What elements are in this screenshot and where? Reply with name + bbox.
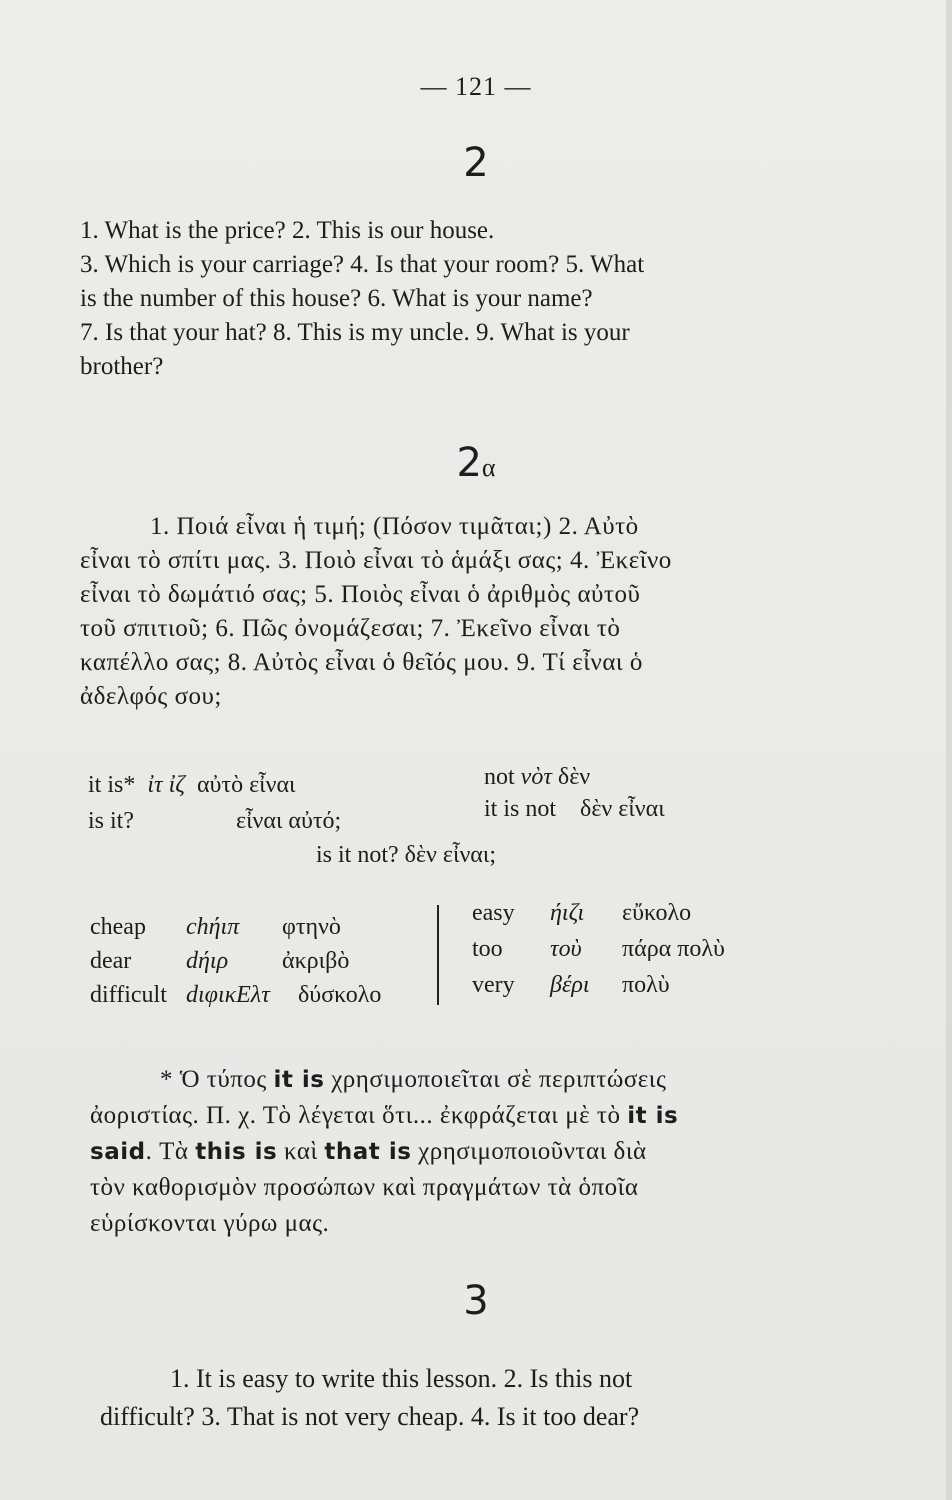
pronunciation: ἰτ ἰζ: [147, 772, 185, 798]
vocab-cheap: [90, 914, 341, 941]
grammar-is-it: [88, 808, 341, 835]
text-line: τὸν καθορισμὸν προσώπων καὶ πραγμάτων τὰ ὁποῖα: [90, 1174, 639, 1201]
text-line: εἶναι τὸ δωμάτιό σας; 5. Ποιὸς εἶναι ὁ ἀριθμὸς αὐτοῦ: [80, 581, 641, 608]
text-line: εὑρίσκονται γύρω μας.: [90, 1210, 330, 1237]
note-text: καὶ: [283, 1138, 318, 1165]
note-text: χρησιμοποιοῦνται διὰ: [418, 1138, 647, 1165]
english-term: is it?: [88, 808, 134, 834]
vocab-dear: [90, 948, 349, 975]
text-line: 7. Is that your hat? 8. This is my uncle. 9. What is your: [80, 319, 630, 346]
greek-term: πάρα πολὺ: [622, 936, 725, 962]
english-term: difficult: [90, 982, 167, 1008]
text-line: [90, 1098, 790, 1134]
text-line: [90, 1134, 790, 1170]
note-bold: said: [90, 1139, 146, 1165]
vocab-difficult: [90, 982, 381, 1009]
text-line: [90, 1062, 790, 1098]
pronunciation: dιφικΕλτ: [186, 982, 270, 1008]
grammar-not: [484, 764, 590, 791]
vocab-divider: [437, 905, 439, 1005]
english-term: not: [484, 764, 515, 790]
note-bold: it is: [627, 1103, 679, 1129]
text-line: τοῦ σπιτιοῦ; 6. Πῶς ὀνομάζεσαι; 7. Ἐκεῖνο εἶναι τὸ: [80, 615, 621, 642]
vocab-easy: [472, 900, 691, 927]
note-bold: this is: [195, 1139, 278, 1165]
text-line: difficult? 3. That is not very cheap. 4. Is it too dear?: [100, 1402, 640, 1431]
section-3-text: [100, 1360, 800, 1436]
section-2a-heading-num: 2: [456, 440, 482, 486]
pronunciation: chήιπ: [186, 914, 240, 940]
note-text: . Τὰ: [145, 1138, 189, 1165]
greek-term: δύσκολο: [298, 982, 382, 1008]
grammar-is-it-not: [316, 842, 496, 869]
text-line: εἶναι τὸ σπίτι μας. 3. Ποιὸ εἶναι τὸ ἁμάξι σας; 4. Ἐκεῖνο: [80, 547, 672, 574]
english-term: it is*: [88, 772, 136, 798]
english-term: cheap: [90, 914, 146, 940]
text-line: ἀδελφός σου;: [80, 683, 222, 710]
greek-term: δὲν: [557, 764, 591, 790]
text-line: 1. Ποιά εἶναι ἡ τιμή; (Πόσον τιμᾶται;) 2. Αὐτὸ: [150, 513, 639, 540]
pronunciation: ήιζι: [550, 900, 585, 926]
greek-term: φτηνὸ: [282, 914, 341, 940]
section-3-heading: 3: [463, 1278, 489, 1324]
pronunciation: dήιρ: [186, 948, 229, 974]
footnote-marker: *: [160, 1066, 173, 1093]
text-line: 3. Which is your carriage? 4. Is that your room? 5. What: [80, 251, 645, 278]
section-2-text: [80, 214, 780, 384]
english-term: dear: [90, 948, 132, 974]
english-term: it is not: [484, 796, 557, 822]
pronunciation: τοὺ: [550, 936, 582, 962]
note-text: ἀοριστίας. Π. χ. Τὸ λέγεται ὅτι... ἐκφράζεται μὲ τὸ: [90, 1102, 621, 1129]
english-term: easy: [472, 900, 515, 926]
grammar-it-is: [88, 772, 296, 799]
text-line: 1. It is easy to write this lesson. 2. Is this not: [170, 1364, 633, 1393]
english-term: is it not?: [316, 842, 399, 868]
vocab-too: [472, 936, 725, 963]
text-line: καπέλλο σας; 8. Αὐτὸς εἶναι ὁ θεῖός μου. 9. Τί εἶναι ὁ: [80, 649, 643, 676]
pronunciation: βέρι: [550, 972, 590, 998]
footnote: [90, 1062, 790, 1242]
section-2a-text: [80, 510, 780, 714]
note-text: Ὁ τύπος: [179, 1066, 267, 1093]
greek-term: δὲν εἶναι: [580, 796, 665, 822]
text-line: is the number of this house? 6. What is your name?: [80, 285, 593, 312]
english-term: very: [472, 972, 515, 998]
note-bold: that is: [324, 1139, 412, 1165]
greek-term: εὔκολο: [622, 900, 692, 926]
text-line: 1. What is the price? 2. This is our house.: [80, 217, 495, 244]
note-bold: it is: [273, 1067, 325, 1093]
note-text: χρησιμοποιεῖται σὲ περιπτώσεις: [331, 1066, 667, 1093]
greek-term: πολὺ: [622, 972, 670, 998]
greek-term: εἶναι αὐτό;: [236, 808, 342, 834]
section-2a-heading: [0, 440, 952, 486]
vocab-very: [472, 972, 670, 999]
page-number: — 121 —: [420, 72, 532, 101]
greek-term: ἀκριβὸ: [282, 948, 350, 974]
text-line: brother?: [80, 353, 164, 380]
pronunciation: νὸτ: [520, 764, 552, 790]
grammar-it-is-not: [484, 796, 665, 823]
greek-term: δὲν εἶναι;: [404, 842, 496, 868]
page-edge: [946, 0, 952, 1500]
greek-term: αὐτὸ εἶναι: [196, 772, 296, 798]
english-term: too: [472, 936, 503, 962]
section-2-heading: 2: [463, 140, 489, 186]
section-2a-heading-sub: α: [481, 453, 496, 482]
